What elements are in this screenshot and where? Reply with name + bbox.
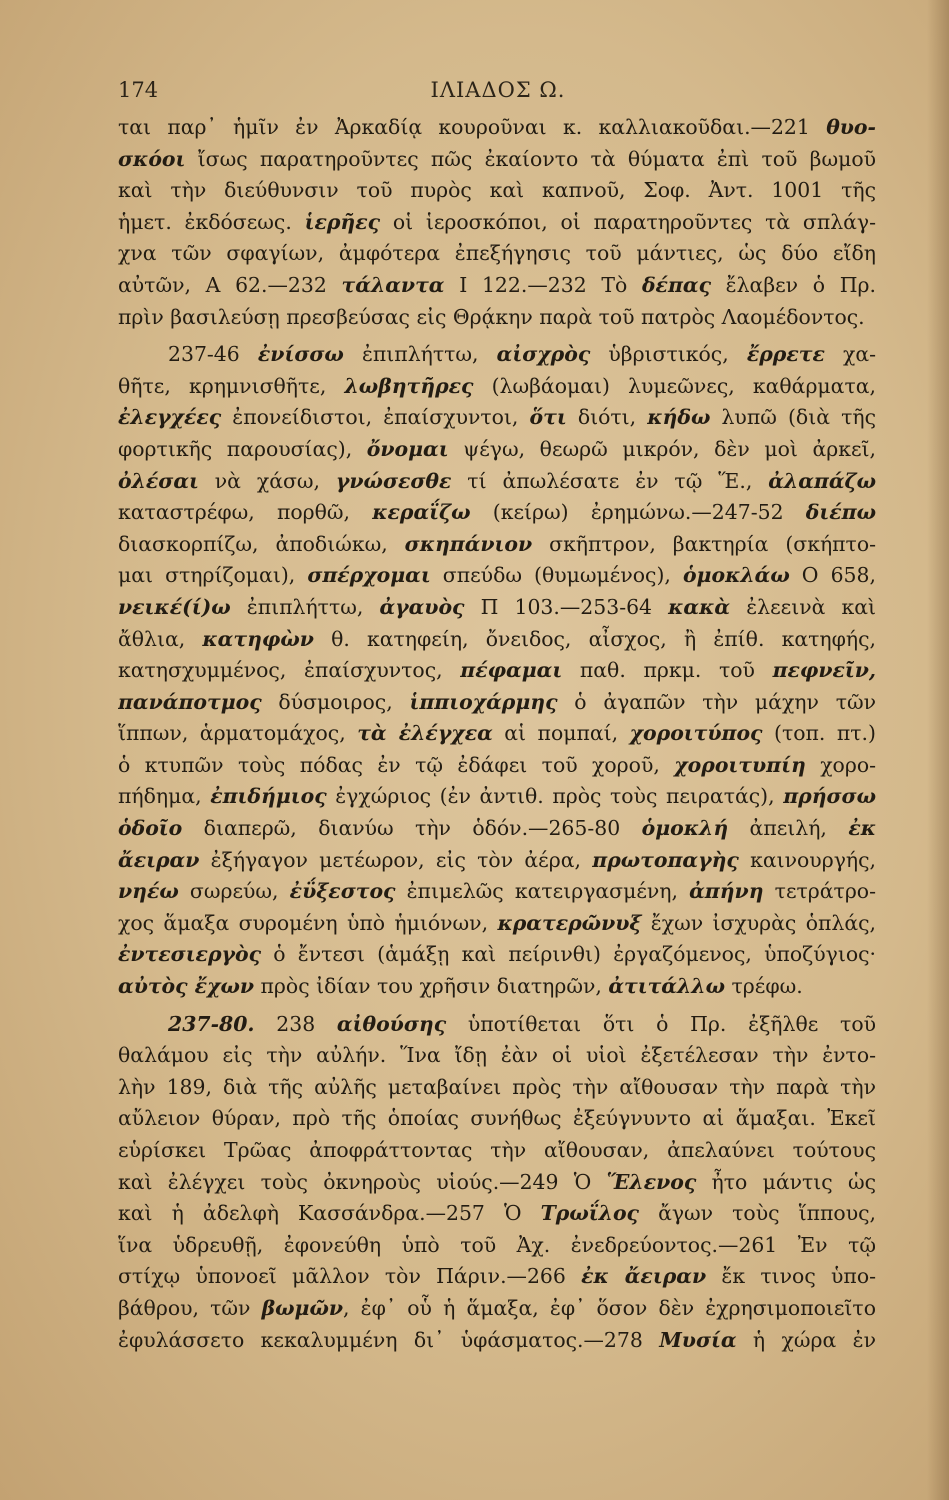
text-segment: πήδημα,	[118, 784, 211, 809]
text-segment: ἵνα ὑδρευθῇ, ἐφονεύθη ὑπὸ τοῦ Ἀχ. ἐνεδρεύοντος.—261 Ἐν τῷ	[118, 1232, 876, 1257]
text-segment: ἐγχώριος (ἐν ἀντιθ. πρὸς τοὺς πειρατάς),	[326, 784, 784, 809]
text-segment: χορο-	[805, 752, 876, 777]
text-segment: ὑποτίθεται ὅτι ὁ Πρ. ἐξῆλθε τοῦ	[446, 1011, 876, 1036]
lemma-term: ἐκ	[848, 816, 876, 841]
text-segment: ἐφυλάσσετο κεκαλυμμένη δι᾽ ὑφάσματος.—278	[118, 1327, 660, 1352]
lemma-term: αἰθούσης	[336, 1011, 447, 1036]
commentary-text	[118, 112, 876, 1356]
lemma-term: νεικέ(ί)ω	[118, 594, 231, 619]
text-segment: (λωβάομαι) λυμεῶνες, καθάρματα,	[473, 373, 876, 398]
text-line	[118, 270, 876, 302]
text-segment: βάθρου, τῶν	[118, 1295, 262, 1320]
lemma-term: Ἕλενος	[606, 1169, 697, 1194]
text-segment: διασκορπίζω, ἀποδιώκω,	[118, 531, 405, 556]
text-segment: στίχῳ ὑπονοεῖ μᾶλλον τὸν Πάριν.—266	[118, 1264, 582, 1289]
lemma-term: ὁδοῖο	[118, 816, 183, 841]
text-line	[118, 434, 876, 466]
lemma-term: Τρωΐλος	[540, 1201, 639, 1226]
text-line	[118, 1072, 876, 1104]
text-line	[118, 560, 876, 592]
text-segment: ἔκ τινος ὑπο-	[706, 1264, 876, 1289]
text-segment: ἐπιπλήττω,	[230, 594, 380, 619]
lemma-term: κεραΐζω	[372, 500, 471, 525]
text-segment: ἐλεεινὰ καὶ	[730, 594, 876, 619]
text-segment: καὶ τὴν διεύθυνσιν τοῦ πυρὸς καὶ καπνοῦ, Σοφ. Ἀντ. 1001 τῆς	[118, 178, 876, 203]
text-segment: σκῆπτρον, βακτηρία (σκήπτο-	[532, 531, 876, 556]
page-number: 174	[118, 78, 159, 102]
lemma-term: ἐντεσιεργὸς	[118, 942, 261, 967]
lemma-term: ὀλέσαι	[118, 468, 199, 493]
text-line	[118, 1230, 876, 1262]
lemma-term: χοροιτύπος	[629, 721, 763, 746]
text-line	[118, 1103, 876, 1135]
text-segment: καὶ ἡ ἀδελφὴ Κασσάνδρα.—257 Ὁ	[118, 1201, 541, 1226]
text-segment: αὔλειον θύραν, πρὸ τῆς ὁποίας συνήθως ἐξεύγνυντο αἱ ἅμαξαι. Ἐκεῖ	[118, 1106, 876, 1131]
lemma-term: κήδω	[647, 405, 711, 430]
lemma-term: θυο-	[826, 115, 876, 139]
text-segment: ἔλαβεν ὁ Πρ.	[710, 272, 876, 297]
text-line	[118, 1293, 876, 1325]
text-line	[118, 207, 876, 239]
text-segment: μαι στηρίζομαι),	[118, 563, 308, 588]
lemma-term: ἀπήνη	[689, 879, 764, 904]
lemma-term: ἐνίσσω	[257, 342, 344, 367]
text-line	[118, 497, 876, 529]
lemma-term: διέπω	[805, 500, 876, 525]
lemma-term: κρατερῶνυξ	[497, 910, 642, 935]
text-segment: σωρεύω,	[178, 879, 290, 904]
text-line	[118, 529, 876, 561]
text-line	[118, 302, 876, 334]
text-line	[118, 1135, 876, 1167]
text-line	[118, 1198, 876, 1230]
text-segment: χνα τῶν σφαγίων, ἀμφότερα ἐπεξήγησις τοῦ μάντιες, ὡς δύο εἴδη	[118, 241, 876, 266]
text-segment: ἡ χώρα ἐν	[736, 1327, 876, 1352]
text-line	[118, 144, 876, 176]
text-segment: ὑβριστικός,	[590, 342, 747, 367]
lemma-term: λωβητῆρες	[344, 373, 474, 398]
text-segment: ἴσως παρατηροῦντες πῶς ἐκαίοντο τὰ θύματα ἐπὶ τοῦ βωμοῦ	[185, 146, 876, 171]
text-segment: ται παρ᾽ ἡμῖν ἐν Ἀρκαδίᾳ κουροῦναι κ. καλλιακοῦδαι.—221	[118, 115, 827, 139]
text-line	[118, 112, 876, 144]
text-segment: λυπῶ (διὰ τῆς	[710, 405, 876, 430]
text-segment: , ἐφ᾽ οὗ ἡ ἅμαξα, ἐφ᾽ ὅσον δὲν ἐχρησιμοποιεῖτο	[343, 1295, 876, 1320]
lemma-term: σπέρχομαι	[307, 563, 431, 588]
running-title: ΙΛΙΑΔΟΣ Ω.	[430, 78, 566, 102]
text-segment: τετράτρο-	[763, 879, 876, 904]
text-line	[118, 813, 876, 845]
lemma-term: πέφαμαι	[460, 658, 563, 683]
text-segment: διαπερῶ, διανύω τὴν ὁδόν.—265-80	[182, 816, 642, 841]
text-line	[118, 908, 876, 940]
lemma-term: κατηφὼν	[202, 626, 314, 651]
text-segment: ὁ ἔντεσι (ἁμάξῃ καὶ πείρινθι) ἐργαζόμενος, ὑποζύγιος·	[261, 942, 876, 967]
text-line	[118, 238, 876, 270]
lemma-term: τὰ ἐλέγχεα	[357, 721, 493, 746]
text-line	[118, 939, 876, 971]
text-segment: κατησχυμμένος, ἐπαίσχυντος,	[118, 658, 461, 683]
text-line	[118, 655, 876, 687]
text-line	[118, 175, 876, 207]
text-segment: ἦτο μάντις ὡς	[696, 1169, 876, 1194]
lemma-term: αὐτὸς ἔχων	[118, 974, 255, 999]
text-line	[118, 402, 876, 434]
lemma-term: βωμῶν	[261, 1295, 344, 1320]
text-line	[118, 466, 876, 498]
lemma-term: χοροιτυπίη	[674, 752, 806, 777]
page-header	[118, 72, 878, 108]
text-segment: τρέφω.	[725, 974, 803, 999]
text-segment: ἄθλια,	[118, 626, 203, 651]
lemma-term: ἀγαυὸς	[379, 594, 465, 619]
text-segment: ἡμετ. ἐκδόσεως.	[118, 209, 305, 234]
text-segment: καὶ ἐλέγχει τοὺς ὀκνηροὺς υἱούς.—249 Ὁ	[118, 1169, 607, 1194]
text-segment: διότι,	[566, 405, 648, 430]
lemma-term: πεφνεῖν,	[772, 658, 876, 683]
text-line	[118, 1261, 876, 1293]
lemma-term: ἀτιτάλλω	[608, 974, 726, 999]
text-segment: ἐπιμελῶς κατειργασμένη,	[395, 879, 690, 904]
text-segment: θῆτε, κρημνισθῆτε,	[118, 373, 345, 398]
text-segment: ἵππων, ἁρματομάχος,	[118, 721, 358, 746]
text-segment: πρὸς ἰδίαν του χρῆσιν διατηρῶν,	[254, 974, 609, 999]
text-segment: καταστρέφω, πορθῶ,	[118, 500, 373, 525]
text-line	[118, 781, 876, 813]
text-segment: δύσμοιρος,	[261, 689, 410, 714]
text-segment: ἀπειλή,	[728, 816, 849, 841]
lemma-term: γνώσεσθε	[335, 468, 452, 493]
text-line	[118, 876, 876, 908]
text-segment: αἱ πομπαί,	[492, 721, 630, 746]
lemma-term: τάλαντα	[341, 272, 445, 297]
text-line	[118, 845, 876, 877]
lemma-term: ὁμοκλή	[641, 816, 729, 841]
lemma-term: ἐκ ἄειραν	[581, 1264, 707, 1289]
text-segment: 238	[254, 1011, 337, 1036]
text-line	[118, 371, 876, 403]
text-line	[118, 339, 876, 371]
text-segment: ἄγων τοὺς ἵππους,	[638, 1201, 876, 1226]
text-segment: ἐπιπλήττω,	[343, 342, 497, 367]
lemma-term: σκηπάνιον	[404, 531, 533, 556]
text-segment: ψέγω, θεωρῶ μικρόν, δὲν μοὶ ἀρκεῖ,	[448, 436, 876, 461]
text-segment: τί ἀπωλέσατε ἐν τῷ Ἕ.,	[451, 468, 769, 493]
text-line	[118, 1040, 876, 1072]
lemma-term: αἰσχρὸς	[496, 342, 591, 367]
text-segment: θ. κατηφείη, ὄνειδος, αἶσχος, ἢ ἐπίθ. κατηφής,	[313, 626, 876, 651]
text-line	[118, 624, 876, 656]
lemma-term: νηέω	[118, 879, 179, 904]
lemma-term: ἀλαπάζω	[768, 468, 876, 493]
lemma-term: πρήσσω	[783, 784, 876, 809]
lemma-term: ὁμοκλάω	[682, 563, 790, 588]
text-line	[118, 592, 876, 624]
text-segment: καινουργής,	[738, 847, 876, 872]
text-line	[118, 750, 876, 782]
lemma-term: πανάποτμος	[118, 689, 262, 714]
text-segment: ὁ κτυπῶν τοὺς πόδας ἐν τῷ ἐδάφει τοῦ χοροῦ,	[118, 752, 675, 777]
lemma-term: ὄνομαι	[366, 436, 449, 461]
text-segment: οἱ ἱεροσκόποι, οἱ παρατηροῦντες τὰ σπλάγ-	[380, 209, 876, 234]
lemma-term: ἱερῆες	[304, 209, 381, 234]
lemma-term: ἐλεγχέες	[118, 405, 222, 430]
lemma-term: Μυσία	[659, 1327, 737, 1352]
text-segment: (τοπ. πτ.)	[762, 721, 876, 746]
text-segment: φορτικῆς παρουσίας),	[118, 436, 367, 461]
text-segment: (κείρω) ἐρημώνω.—247-52	[470, 500, 806, 525]
lemma-term: ἐπιδήμιος	[210, 784, 327, 809]
text-line	[118, 1009, 876, 1041]
lemma-term: ὅτι	[529, 405, 567, 430]
lemma-term: 237-80.	[168, 1011, 255, 1036]
text-segment: 237-46	[168, 342, 258, 367]
text-segment: Ο 658,	[789, 563, 876, 588]
page-spine-shadow	[927, 0, 949, 1500]
text-segment: χος ἅμαξα συρομένη ὑπὸ ἡμιόνων,	[118, 910, 498, 935]
text-segment: ἔχων ἰσχυρὰς ὁπλάς,	[641, 910, 876, 935]
text-segment: Ι 122.—232 Τὸ	[444, 272, 642, 297]
text-segment: Π 103.—253-64	[464, 594, 669, 619]
text-segment: ὁ ἀγαπῶν τὴν μάχην τῶν	[557, 689, 876, 714]
text-segment: λὴν 189, διὰ τῆς αὐλῆς μεταβαίνει πρὸς τὴν αἴθουσαν τὴν παρὰ τὴν	[118, 1074, 876, 1099]
text-segment: ἐξήγαγον μετέωρον, εἰς τὸν ἀέρα,	[199, 847, 593, 872]
lemma-term: ἔρρετε	[746, 342, 825, 367]
lemma-term: πρωτοπαγὴς	[592, 847, 739, 872]
text-line	[118, 1325, 876, 1357]
text-segment: χα-	[824, 342, 876, 367]
lemma-term: ἐΰξεστος	[289, 879, 396, 904]
lemma-term: ἄειραν	[118, 847, 200, 872]
text-segment: πρὶν βασιλεύσῃ πρεσβεύσας εἰς Θρᾴκην παρὰ τοῦ πατρὸς Λαομέδοντος.	[118, 304, 865, 329]
text-segment: παθ. πρκμ. τοῦ	[562, 658, 773, 683]
text-line	[118, 687, 876, 719]
lemma-term: σκόοι	[118, 146, 186, 171]
lemma-term: κακὰ	[668, 594, 731, 619]
text-line	[118, 971, 876, 1003]
text-segment: ἐπονείδιστοι, ἐπαίσχυντοι,	[221, 405, 530, 430]
text-segment: σπεύδω (θυμωμένος),	[430, 563, 683, 588]
text-line	[118, 718, 876, 750]
text-segment: θαλάμου εἰς τὴν αὐλήν. Ἵνα ἴδῃ ἐὰν οἱ υἱοὶ ἐξετέλεσαν τὴν ἐντο-	[118, 1043, 876, 1068]
lemma-term: δέπας	[641, 272, 711, 297]
text-line	[118, 1167, 876, 1199]
lemma-term: ἱππιοχάρμης	[409, 689, 558, 714]
text-segment: αὐτῶν, Α 62.—232	[118, 272, 342, 297]
text-segment: εὑρίσκει Τρῶας ἀποφράττοντας τὴν αἴθουσαν, ἀπελαύνει τούτους	[118, 1138, 876, 1162]
text-segment: νὰ χάσω,	[198, 468, 336, 493]
